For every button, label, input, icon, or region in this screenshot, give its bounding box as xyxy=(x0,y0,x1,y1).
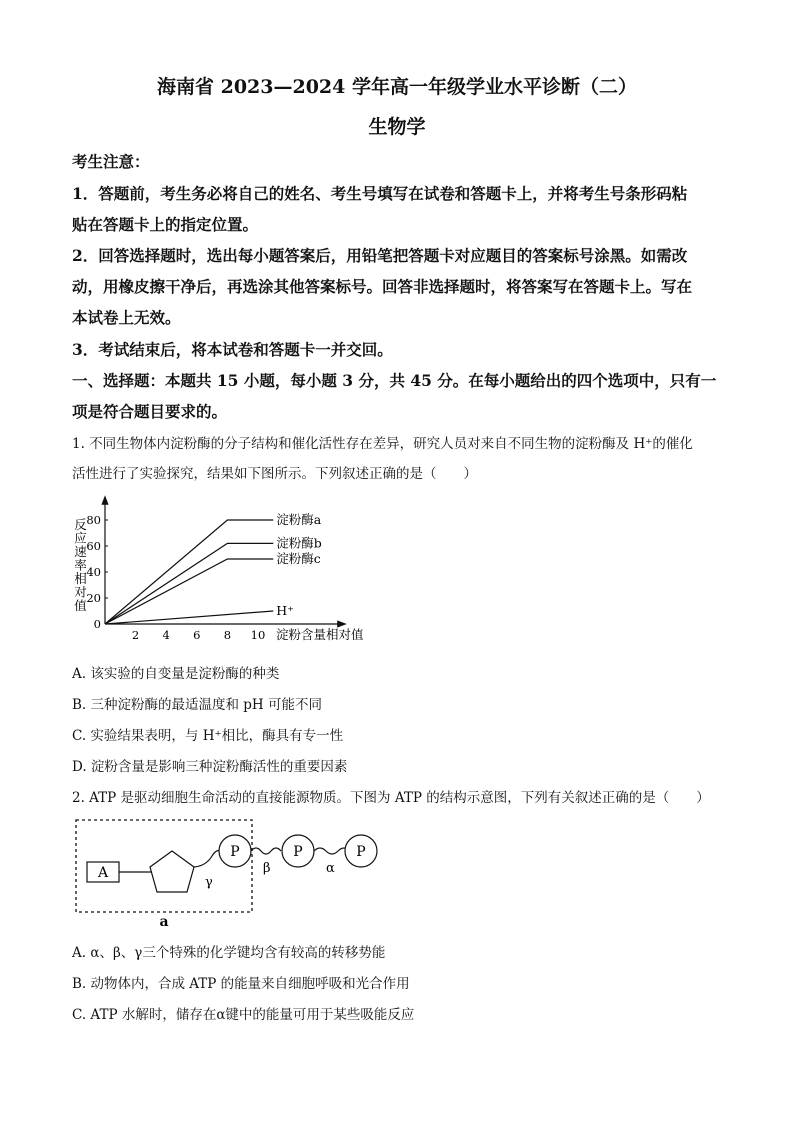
gamma-label: γ xyxy=(205,875,213,890)
question-stem: 1. 不同生物体内淀粉酶的分子结构和催化活性存在差异，研究人员对来自不同生物的淀粉酶及 H⁺的催化 xyxy=(72,436,693,452)
option-b: B. 三种淀粉酶的最适温度和 pH 可能不同 xyxy=(72,697,323,713)
y-tick-label: 80 xyxy=(86,513,101,527)
notice-heading: 考生注意： xyxy=(72,152,150,171)
notice-line: 本试卷上无效。 xyxy=(72,308,181,327)
notice-line: 3．考试结束后，将本试卷和答题卡一并交回。 xyxy=(72,340,393,359)
box-label: a xyxy=(159,914,169,930)
series-label: 淀粉酶b xyxy=(276,535,322,551)
y-tick-label: 60 xyxy=(86,539,101,553)
series-line xyxy=(105,543,273,624)
phosphate-label: P xyxy=(293,844,303,860)
option-b: B. 动物体内，合成 ATP 的能量来自细胞呼吸和光合作用 xyxy=(72,976,410,992)
page-title: 海南省 2023—2024 学年高一年级学业水平诊断（二） xyxy=(157,76,637,98)
phosphate-label: P xyxy=(230,844,240,860)
phosphate-label: P xyxy=(356,844,366,860)
x-axis-label: 淀粉含量相对值 xyxy=(276,627,364,642)
y-tick-label: 40 xyxy=(86,565,101,579)
option-a: A. α、β、γ三个特殊的化学键均含有较高的转移势能 xyxy=(72,945,386,961)
series-line xyxy=(105,520,273,624)
option-c: C. ATP 水解时，储存在α键中的能量可用于某些吸能反应 xyxy=(72,1007,415,1023)
series-label: 淀粉酶c xyxy=(276,551,321,566)
subject-title: 生物学 xyxy=(368,116,426,138)
y-axis-label: 反应速率相对值 xyxy=(72,518,88,613)
x-tick-label: 6 xyxy=(193,628,201,642)
x-tick-label: 2 xyxy=(131,628,140,642)
notice-line: 1．答题前，考生务必将自己的姓名、考生号填写在试卷和答题卡上，并将考生号条形码粘 xyxy=(72,184,688,203)
series-label: 淀粉酶a xyxy=(276,512,322,527)
beta-label: β xyxy=(263,861,271,876)
x-tick-label: 4 xyxy=(162,628,170,642)
option-d: D. 淀粉含量是影响三种淀粉酶活性的重要因素 xyxy=(72,759,348,775)
option-c: C. 实验结果表明，与 H⁺相比，酶具有专一性 xyxy=(72,728,344,744)
option-a: A. 该实验的自变量是淀粉酶的种类 xyxy=(72,666,280,682)
series-label: H⁺ xyxy=(276,603,294,618)
notice-line: 2．回答选择题时，选出每小题答案后，用铅笔把答题卡对应题目的答案标号涂黑。如需改 xyxy=(72,246,688,265)
y-tick-label: 20 xyxy=(86,591,101,605)
series-line xyxy=(105,611,273,624)
x-tick-label: 8 xyxy=(223,628,232,642)
question-stem: 2. ATP 是驱动细胞生命活动的直接能源物质。下图为 ATP 的结构示意图，下列有关叙述正确的是（ ） xyxy=(72,790,710,806)
section-heading: 项是符合题目要求的。 xyxy=(72,402,228,421)
section-heading: 一、选择题：本题共 15 小题，每小题 3 分，共 45 分。在每小题给出的四个选项中，只有一 xyxy=(72,371,717,390)
y-tick-label: 0 xyxy=(93,617,101,631)
high-energy-bond-beta xyxy=(251,848,281,854)
ribose-pentagon xyxy=(150,851,194,892)
atp-structure-diagram xyxy=(70,812,390,930)
adenine-label: A xyxy=(97,865,109,881)
x-tick-label: 10 xyxy=(250,628,266,642)
question-stem: 活性进行了实验探究，结果如下图所示。下列叙述正确的是（ ） xyxy=(72,466,477,482)
alpha-label: α xyxy=(326,861,335,876)
notice-line: 贴在答题卡上的指定位置。 xyxy=(72,215,259,234)
rate-chart xyxy=(70,494,390,654)
notice-line: 动，用橡皮擦干净后，再选涂其他答案标号。回答非选择题时，将答案写在答题卡上。写在 xyxy=(72,277,693,296)
